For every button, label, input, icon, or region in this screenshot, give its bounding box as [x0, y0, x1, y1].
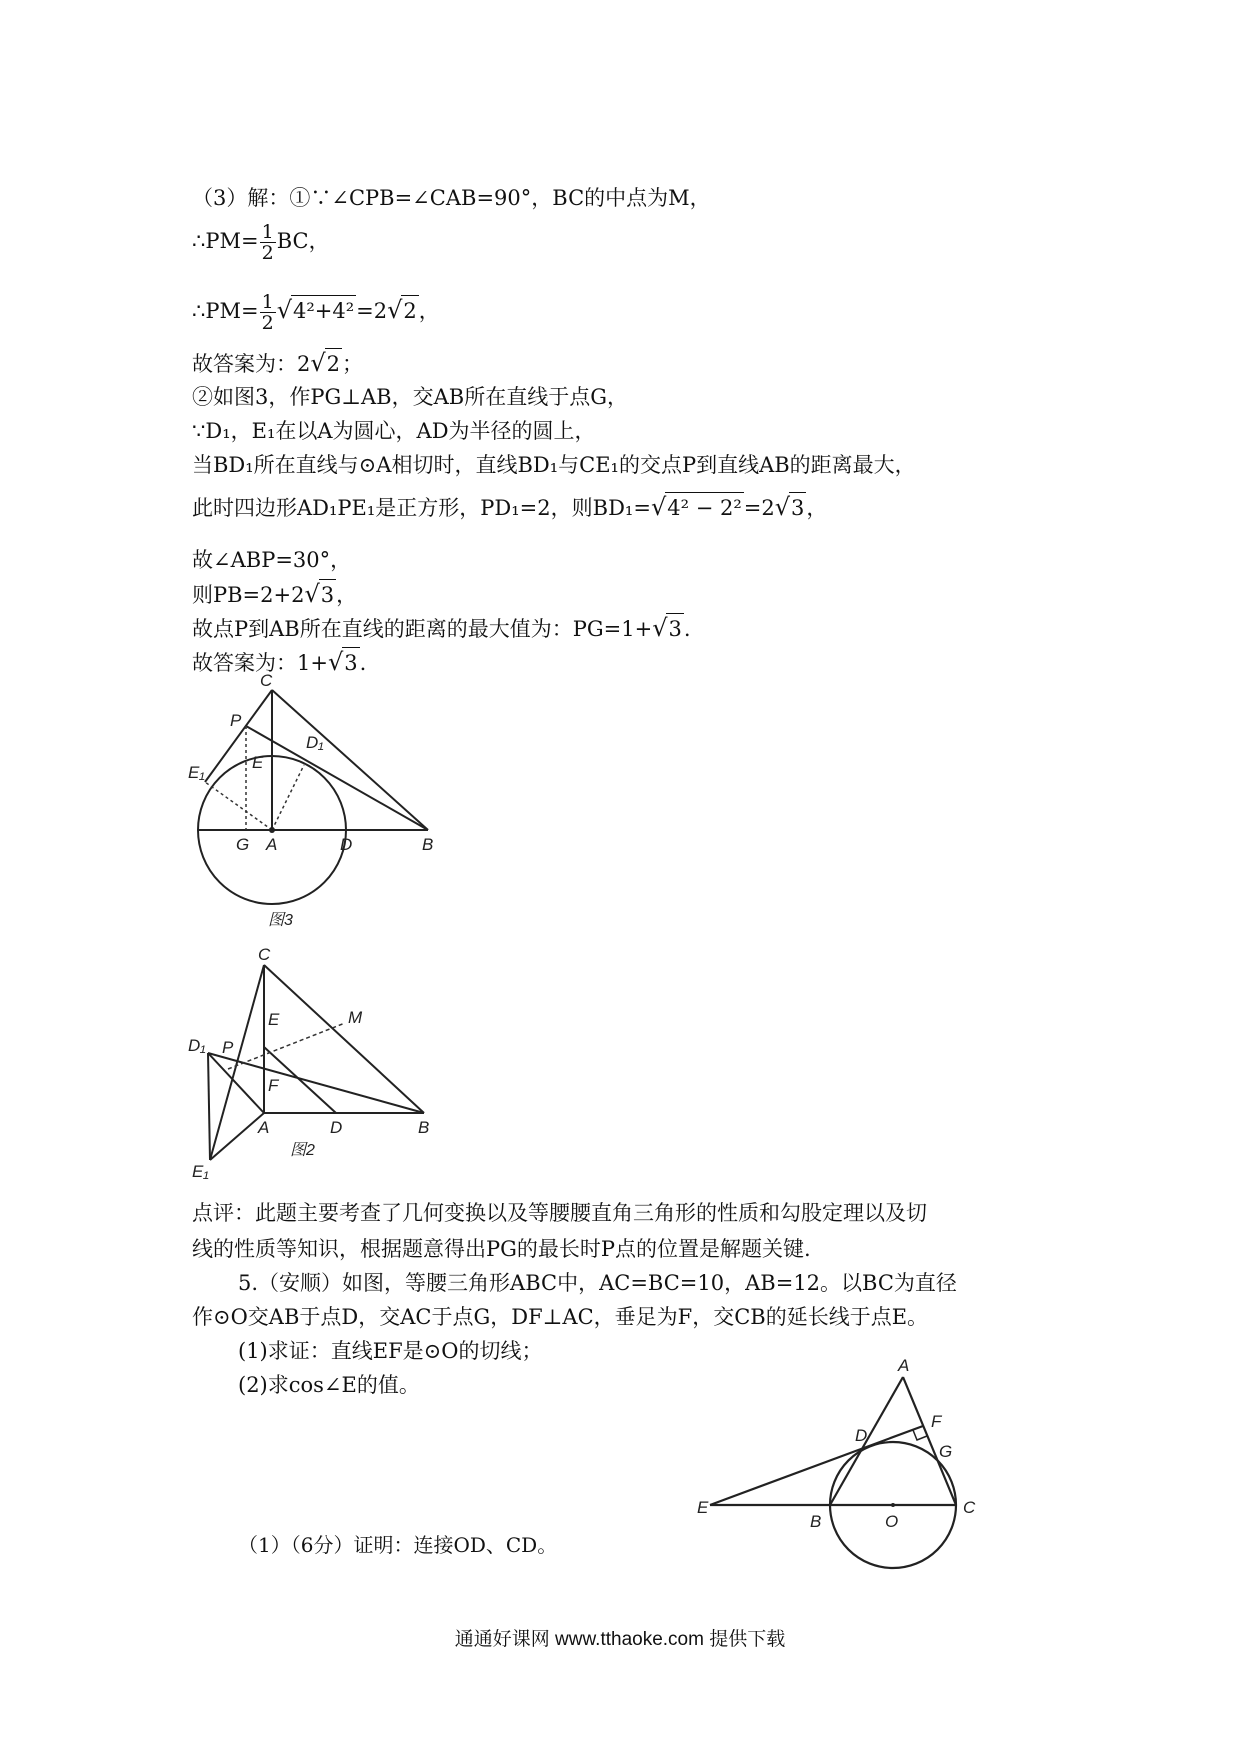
comment-line-1: 点评：此题主要考查了几何变换以及等腰腰直角三角形的性质和勾股定理以及切	[192, 1201, 927, 1225]
radical-sign: √	[276, 296, 292, 324]
label-d: D	[330, 1118, 343, 1137]
figure-3-caption: 图3	[268, 912, 293, 929]
problem5-line-1: 5.（安顺）如图，等腰三角形ABC中，AC=BC=10，AB=12。以BC为直径	[238, 1271, 957, 1295]
radical-sign: √	[327, 648, 344, 676]
comment-line-2: 线的性质等知识，根据题意得出PG的最长时P点的位置是解题关键.	[192, 1237, 811, 1261]
solution-line-10	[192, 579, 357, 610]
text: .	[359, 651, 367, 675]
problem5-line-2: 作⊙O交AB于点D，交AC于点G，DF⊥AC，垂足为F，交CB的延长线于点E。	[192, 1305, 929, 1329]
segment-pb	[246, 726, 428, 830]
radical-sign: √	[774, 493, 791, 521]
text: .	[683, 617, 691, 641]
label-m: M	[348, 1008, 363, 1027]
label-d: D	[340, 835, 353, 854]
radical-sign: √	[652, 614, 668, 642]
radical-sign: √	[310, 349, 326, 377]
label-f: F	[268, 1076, 279, 1095]
radicand: 3	[789, 492, 806, 523]
radicand: 4² − 2²	[665, 492, 744, 523]
solution-line-4	[192, 348, 363, 379]
label-e1: E₁	[192, 1162, 209, 1181]
label-e1: E₁	[188, 763, 205, 782]
text: ，	[418, 299, 440, 323]
radicand: 4²+4²	[291, 295, 356, 326]
segment-ac	[903, 1377, 956, 1505]
label-e: E	[268, 1010, 280, 1029]
label-c: C	[260, 671, 273, 690]
text: ，	[806, 496, 828, 520]
figure-problem5	[685, 1355, 985, 1585]
solution-line-11	[192, 613, 691, 644]
segment-d1a	[208, 1053, 264, 1113]
label-a: A	[266, 835, 278, 854]
text: ∴PM=	[192, 299, 259, 323]
fraction-numerator: 1	[261, 221, 274, 243]
label-e: E	[252, 753, 264, 772]
solution-line-5: ②如图3，作PG⊥AB，交AB所在直线于点G，	[192, 385, 628, 409]
figure-2-caption: 图2	[290, 1142, 315, 1159]
label-b: B	[422, 835, 434, 854]
segment-d1e1	[208, 1053, 210, 1160]
label-p: P	[230, 711, 242, 730]
label-e: E	[697, 1498, 709, 1517]
footer-text: 通通好课网 www.tthaoke.com 提供下载	[454, 1629, 786, 1650]
radicand: 3	[319, 579, 336, 610]
segment-e1a	[210, 1113, 264, 1160]
text: 故答案为：2	[192, 352, 311, 376]
text: =2	[743, 496, 775, 520]
segment-ae1	[205, 782, 272, 830]
fraction-half	[260, 292, 276, 333]
solution-line-3	[192, 292, 440, 333]
text: 故点P到AB所在直线的距离的最大值为：PG=1+	[192, 617, 653, 641]
label-a: A	[898, 1356, 910, 1375]
label-f: F	[931, 1412, 942, 1431]
segment-ad1	[272, 765, 304, 830]
radicand: 3	[666, 613, 683, 644]
solution-line-7: 当BD₁所在直线与⊙A相切时，直线BD₁与CE₁的交点P到直线AB的距离最大，	[192, 453, 916, 477]
figure-2	[180, 945, 460, 1190]
point-o	[891, 1503, 895, 1507]
solution-line-6: ∵D₁，E₁在以A为圆心，AD为半径的圆上，	[192, 419, 596, 443]
problem5-question-2: (2)求cos∠E的值。	[238, 1373, 420, 1397]
text: 此时四边形AD₁PE₁是正方形，PD₁=2，则BD₁=	[192, 496, 651, 520]
segment-ef	[710, 1426, 923, 1505]
radical-sign: √	[650, 493, 667, 521]
solution-line-9: 故∠ABP=30°，	[192, 548, 352, 572]
fraction-numerator: 1	[261, 291, 274, 313]
fraction-denominator: 2	[261, 312, 274, 334]
label-d: D	[855, 1426, 868, 1445]
solution-line-8	[192, 492, 827, 523]
text: ∴PM=	[192, 229, 259, 253]
fraction-half	[260, 222, 276, 263]
label-b: B	[418, 1118, 430, 1137]
text: ；	[342, 352, 364, 376]
text: 故答案为：1+	[192, 651, 328, 675]
figure-3	[180, 670, 460, 940]
point-a	[269, 827, 275, 833]
label-b: B	[810, 1512, 822, 1531]
solution-line-2	[192, 222, 330, 263]
fraction-denominator: 2	[261, 242, 274, 264]
label-d1: D₁	[306, 733, 324, 752]
text: BC，	[276, 229, 330, 253]
radical-sign: √	[304, 580, 320, 608]
problem5-question-1: (1)求证：直线EF是⊙O的切线；	[238, 1339, 543, 1363]
label-c: C	[963, 1498, 976, 1517]
solution-line-1: （3）解：①∵∠CPB=∠CAB=90°，BC的中点为M，	[192, 186, 711, 210]
radical-sign: √	[387, 296, 403, 324]
text: 则PB=2+2	[192, 583, 305, 607]
label-g: G	[939, 1442, 953, 1461]
label-d1: D₁	[188, 1036, 206, 1055]
radicand: 2	[325, 348, 342, 379]
label-a: A	[258, 1118, 270, 1137]
problem5-proof: （1）（6分）证明：连接OD、CD。	[238, 1533, 558, 1557]
label-c: C	[258, 945, 271, 964]
label-o: O	[885, 1512, 899, 1531]
label-p: P	[222, 1038, 234, 1057]
label-g: G	[236, 835, 250, 854]
radicand: 2	[401, 295, 418, 326]
radicand: 3	[342, 647, 359, 678]
text: ，	[336, 583, 358, 607]
text: =2	[356, 299, 388, 323]
